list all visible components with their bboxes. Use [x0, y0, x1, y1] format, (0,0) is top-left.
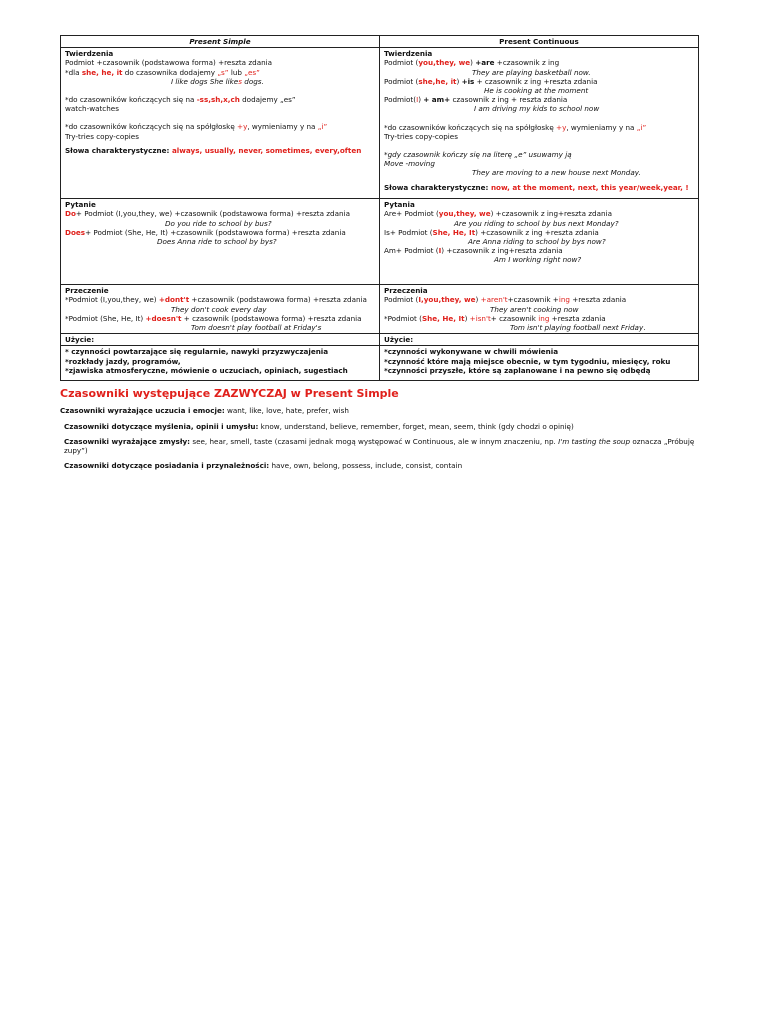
example-sentence: They don't cook every day: [171, 304, 267, 314]
continuous-twierdzenia-cell: [380, 48, 699, 199]
rule-line: *gdy czasownik kończy się na literę „e” usuwamy ją: [384, 150, 572, 160]
paragraph-emotions: Czasowniki wyrażające uczucia i emocje: want, like, love, hate, prefer, wish: [60, 406, 349, 416]
tenses-table: [60, 35, 699, 381]
section-heading: Pytania: [384, 200, 415, 210]
example-sentence: He is cooking at the moment: [484, 86, 589, 96]
rule-line: *Podmiot (She, He, It) +isn't+ czasownik ing +reszta zdania: [384, 313, 606, 323]
section-heading: Przeczenia: [384, 286, 428, 296]
example-sentence: Am I working right now?: [494, 255, 582, 265]
table-row-uzycie-header: [61, 334, 699, 346]
table-row-uzycie: [61, 346, 699, 381]
continuous-przeczenia-cell: [380, 285, 699, 334]
example-sentence: Does Anna ride to school by bys?: [157, 237, 277, 247]
continuous-uzycie-cell: [380, 346, 699, 381]
section-title: Czasowniki występujące ZAZWYCZAJ w Present Simple: [60, 387, 399, 401]
section-heading: Twierdzenia: [65, 49, 114, 59]
rule-line: *dla she, he, it do czasownika dodajemy „s” lub „es”: [65, 67, 260, 77]
verbs-section: [60, 387, 698, 470]
rule-line: Am+ Podmiot (I) +czasownik z ing+reszta zdania: [384, 246, 563, 256]
table-row-twierdzenia: [61, 48, 699, 199]
continuous-pytania-cell: [380, 199, 699, 285]
paragraph-thinking: Czasowniki dotyczące myślenia, opinii i umysłu: know, understand, believe, remember, forget, mean, seem, think (gdy chodzi o opinię): [64, 421, 574, 431]
rule-line: Podmiot +czasownik (podstawowa forma) +reszta zdania: [65, 58, 273, 68]
example-line: Move -moving: [384, 159, 435, 169]
table-row-pytanie: [61, 199, 699, 285]
table-row-przeczenie: [61, 285, 699, 334]
example-line: Try-tries copy-copies: [65, 131, 139, 141]
usage-item: *rozkłady jazdy, programów,: [65, 356, 181, 366]
paragraph-possession: Czasowniki dotyczące posiadania i przynależności: have, own, belong, possess, include, consist, contain: [64, 461, 463, 471]
simple-przeczenie-cell: [61, 285, 380, 334]
continuous-uzycie-heading: Użycie:: [380, 334, 699, 346]
usage-item: *czynności przyszłe, które są zaplanowane i na pewno się odbędą: [384, 365, 651, 375]
usage-item: *czynność które mają miejsce obecnie, w tym tygodniu, miesięcy, roku: [384, 356, 671, 366]
example-sentence: Tom isn't playing football next Friday.: [510, 323, 646, 333]
example-sentence: They aren't cooking now: [490, 304, 579, 314]
usage-item: * czynności powtarzające się regularnie, nawyki przyzwyczajenia: [65, 347, 329, 357]
example-sentence: Are you riding to school by bus next Monday?: [454, 218, 619, 228]
example-sentence: I like dogs She likes dogs.: [171, 76, 264, 86]
rule-line: Are+ Podmiot (you,they, we) +czasownik z ing+reszta zdania: [384, 209, 612, 219]
simple-twierdzenia-cell: [61, 48, 380, 199]
section-heading: Przeczenie: [65, 286, 109, 296]
example-sentence: Are Anna riding to school by bys now?: [468, 237, 606, 247]
keywords-line: Słowa charakterystyczne: now, at the moment, next, this year/week,year, !: [384, 182, 689, 192]
usage-item: *zjawiska atmosferyczne, mówienie o uczuciach, opiniach, sugestiach: [65, 365, 348, 375]
rule-line: *Podmiot (I,you,they, we) +dont't +czasownik (podstawowa forma) +reszta zdania: [65, 295, 367, 305]
simple-uzycie-cell: [61, 346, 380, 381]
keywords-line: Słowa charakterystyczne: always, usually, never, sometimes, every,often: [65, 145, 362, 155]
rule-line: Podmiot(I) + am+ czasownik z ing + reszta zdania: [384, 95, 568, 105]
simple-uzycie-heading: Użycie:: [61, 334, 380, 346]
rule-line: Podmiot (she,he, it) +is + czasownik z ing +reszta zdania: [384, 76, 598, 86]
rule-line: Is+ Podmiot (She, He, It) +czasownik z ing +reszta zdania: [384, 227, 599, 237]
document-page: [60, 35, 698, 470]
section-heading: Twierdzenia: [384, 49, 433, 59]
example-sentence: Tom doesn't play football at Friday's: [191, 323, 322, 333]
example-sentence: I am driving my kids to school now: [474, 104, 600, 114]
rule-line: *Podmiot (She, He, It) +doesn't + czasownik (podstawowa forma) +reszta zdania: [65, 313, 362, 323]
example-sentence: They are moving to a new house next Monday.: [472, 168, 641, 178]
rule-line: *do czasowników kończących się na spółgłoskę +y, wymieniamy y na „i”: [65, 122, 328, 132]
example-line: Try-tries copy-copies: [384, 131, 458, 141]
table-header-row: [61, 36, 699, 48]
simple-pytanie-cell: [61, 199, 380, 285]
rule-line: Does+ Podmiot (She, He, It) +czasownik (podstawowa forma) +reszta zdania: [65, 227, 346, 237]
example-sentence: They are playing basketball now.: [472, 67, 591, 77]
present-simple-title: Present Simple: [61, 36, 380, 48]
rule-line: *do czasowników kończących się na spółgłoskę +y, wymieniamy y na „i”: [384, 122, 647, 132]
rule-line: Do+ Podmiot (I,you,they, we) +czasownik (podstawowa forma) +reszta zdania: [65, 209, 350, 219]
section-heading: Pytanie: [65, 200, 96, 210]
example-sentence: Do you ride to school by bus?: [165, 218, 272, 228]
example-line: watch-watches: [65, 104, 119, 114]
present-continuous-title: Present Continuous: [380, 36, 699, 48]
paragraph-senses: Czasowniki wyrażające zmysły: see, hear, smell, taste (czasami jednak mogą występować w Continuous, ale w innym znaczeniu, np. I'm tasting the soup oznacza „Próbuję zupy”): [64, 436, 695, 456]
usage-item: *czynności wykonywane w chwili mówienia: [384, 347, 559, 357]
rule-line: Podmiot (I,you,they, we) +aren't+czasownik +ing +reszta zdania: [384, 295, 627, 305]
rule-line: *do czasowników kończących się na -ss,sh,x,ch dodajemy „es”: [65, 95, 296, 105]
rule-line: Podmiot (you,they, we) +are +czasownik z ing: [384, 58, 560, 68]
